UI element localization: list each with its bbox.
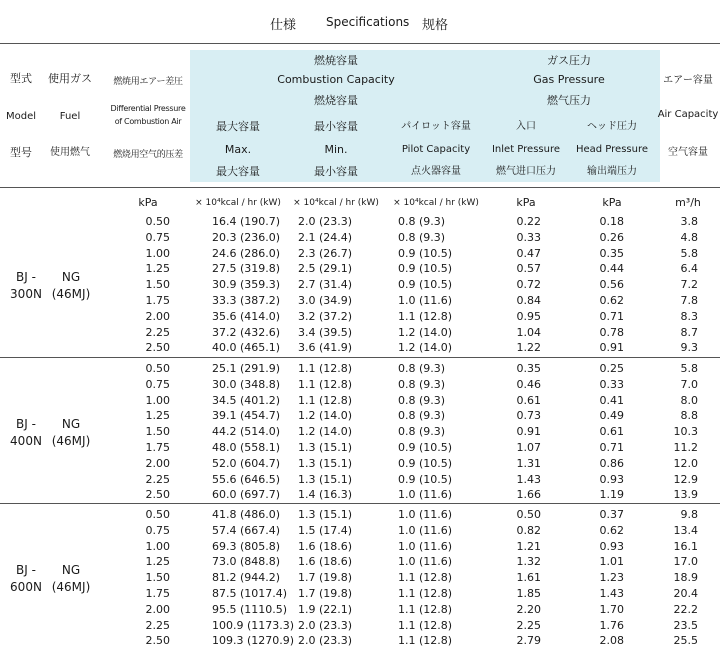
cell-min: 3.0 (34.9) [298,294,353,307]
cell-dp: 0.75 [145,377,170,391]
cell-head: 0.37 [599,508,624,521]
cell-inlet: 1.43 [516,472,541,486]
cell-dp: 0.50 [145,215,170,228]
inlet-header-jp: 入口 [516,121,536,132]
cell-head: 1.01 [599,555,624,569]
model-header-cn: 型号 [10,146,32,159]
model-label-line: 600N [10,580,42,595]
cell-pilot: 1.0 (11.6) [398,508,453,521]
fuel-label-line: NG [61,417,81,432]
fuel-label [48,269,94,303]
cell-dp: 2.50 [145,634,170,647]
cell-head: 0.78 [599,325,624,339]
cell-min: 2.7 (31.4) [298,278,353,292]
unit-head: kPa [602,196,622,209]
min-header-jp: 最小容量 [314,120,358,133]
cell-air: 8.8 [680,409,698,423]
model-header-en: Model [5,111,37,122]
cell-pilot: 1.1 (12.8) [398,587,453,600]
cell-max: 109.3 (1270.9) [212,634,295,647]
cell-inlet: 0.22 [516,215,541,228]
cell-pilot: 0.8 (9.3) [398,393,446,407]
cell-max: 40.0 (465.1) [212,341,281,355]
cell-min: 1.7 (19.8) [298,587,353,600]
fuel-header-cn: 使用燃气 [50,147,90,158]
model-label [8,562,44,596]
cell-pilot: 0.9 (10.5) [398,262,453,276]
diff-header-cn: 燃烧用空气的压差 [113,150,183,160]
cell-air: 20.4 [673,587,698,600]
cell-dp: 2.00 [145,309,170,323]
combustion-header-en: Combustion Capacity [277,73,395,86]
cell-max: 55.6 (646.5) [212,472,281,486]
cell-head: 0.25 [599,362,624,375]
pilot-header-en: Pilot Capacity [401,144,471,155]
cell-min: 2.5 (29.1) [298,262,353,276]
gas-header-cn: 燃气压力 [547,94,591,107]
model-label-line: 400N [10,434,42,449]
cell-inlet: 1.22 [516,341,541,355]
unit-cap-pilot: × 10⁴kcal / hr (kW) [393,198,479,208]
cell-head: 1.76 [599,618,624,632]
cell-air: 10.3 [673,425,698,439]
cell-inlet: 0.61 [516,393,541,407]
cell-inlet: 0.57 [516,262,541,276]
cell-pilot: 1.1 (12.8) [398,309,453,323]
unit-cap-min: × 10⁴kcal / hr (kW) [293,198,379,208]
cell-inlet: 0.72 [516,278,541,292]
model-header-jp: 型式 [10,72,32,85]
cell-max: 39.1 (454.7) [212,409,281,423]
cell-dp: 0.75 [145,523,170,537]
cell-air: 7.2 [680,278,698,292]
fuel-label-line: NG [61,563,81,578]
cell-head: 0.44 [599,262,624,276]
head-header-cn: 输出端压力 [587,166,637,177]
diff-header-en1: Differential Pressure [110,104,186,113]
cell-dp: 1.00 [145,246,170,260]
cell-air: 12.0 [673,456,698,470]
inlet-header-en: Inlet Pressure [491,144,561,155]
header-band [190,50,660,182]
cell-max: 81.2 (944.2) [212,571,281,585]
gas-header-jp: ガス圧力 [547,54,591,67]
cell-max: 73.0 (848.8) [212,555,281,569]
cell-air: 5.8 [680,362,698,375]
min-header-cn: 最小容量 [314,165,358,178]
cell-air: 8.3 [680,309,698,323]
cell-air: 22.2 [673,602,698,616]
cell-max: 24.6 (286.0) [212,246,281,260]
cell-dp: 1.50 [145,425,170,439]
cell-min: 2.3 (26.7) [298,246,353,260]
pilot-header-cn: 点火器容量 [411,166,461,177]
cell-max: 41.8 (486.0) [212,508,281,521]
cell-pilot: 1.1 (12.8) [398,634,453,647]
cell-min: 1.7 (19.8) [298,571,353,585]
cell-air: 16.1 [673,539,698,553]
cell-inlet: 1.07 [516,441,541,454]
cell-pilot: 1.0 (11.6) [398,539,453,553]
cell-air: 6.4 [680,262,698,276]
cell-air: 18.9 [673,571,698,585]
cell-min: 1.2 (14.0) [298,425,353,439]
group-rule-2 [0,503,720,504]
cell-air: 9.8 [680,508,698,521]
unit-air: m³/h [675,196,701,209]
cell-max: 30.9 (359.3) [212,278,281,292]
model-label-line: BJ - [16,417,36,432]
cell-air: 4.8 [680,230,698,244]
cell-min: 1.2 (14.0) [298,409,353,423]
fuel-label-line: NG [61,270,81,285]
air-header-cn: 空气容量 [668,147,708,158]
cell-head: 0.93 [599,472,624,486]
cell-min: 1.1 (12.8) [298,362,353,375]
cell-min: 1.1 (12.8) [298,393,353,407]
cell-max: 33.3 (387.2) [212,294,281,307]
cell-air: 7.8 [680,294,698,307]
cell-pilot: 0.8 (9.3) [398,230,446,244]
fuel-header-jp: 使用ガス [48,72,92,85]
cell-head: 0.35 [599,246,624,260]
cell-air: 25.5 [673,634,698,647]
cell-dp: 1.25 [145,262,170,276]
cell-head: 0.61 [599,425,624,439]
cell-air: 23.5 [673,618,698,632]
cell-head: 0.56 [599,278,624,292]
max-header-en: Max. [224,143,252,156]
cell-inlet: 2.79 [516,634,541,647]
cell-inlet: 0.84 [516,294,541,307]
combustion-header-jp: 燃焼容量 [314,54,358,67]
cell-dp: 1.00 [145,393,170,407]
cell-dp: 0.75 [145,230,170,244]
cell-pilot: 1.1 (12.8) [398,571,453,585]
cell-min: 3.4 (39.5) [298,325,353,339]
inlet-header-cn: 燃气进口压力 [496,166,556,177]
cell-min: 3.2 (37.2) [298,309,353,323]
cell-air: 17.0 [673,555,698,569]
cell-dp: 1.00 [145,539,170,553]
cell-inlet: 2.20 [516,602,541,616]
cell-head: 0.41 [599,393,624,407]
fuel-header-en: Fuel [59,111,81,122]
diff-header-en2: of Combustion Air [114,117,182,126]
unit-dp: kPa [138,196,158,209]
cell-head: 1.70 [599,602,624,616]
title-jp: 仕様 [270,18,297,33]
model-label-line: BJ - [16,270,36,285]
cell-dp: 0.50 [145,508,170,521]
cell-max: 20.3 (236.0) [212,230,281,244]
cell-min: 1.4 (16.3) [298,488,353,502]
cell-inlet: 0.46 [516,377,541,391]
cell-air: 13.4 [673,523,698,537]
cell-inlet: 1.04 [516,325,541,339]
cell-pilot: 0.8 (9.3) [398,215,446,228]
cell-max: 100.9 (1173.3) [212,618,295,632]
cell-dp: 2.50 [145,341,170,355]
cell-min: 1.3 (15.1) [298,472,353,486]
cell-min: 1.3 (15.1) [298,508,353,521]
cell-max: 69.3 (805.8) [212,539,281,553]
unit-cap-max: × 10⁴kcal / hr (kW) [195,198,281,208]
model-label [8,416,44,450]
cell-dp: 2.00 [145,456,170,470]
model-label-line: BJ - [16,563,36,578]
cell-air: 8.7 [680,325,698,339]
cell-inlet: 0.95 [516,309,541,323]
cell-head: 0.49 [599,409,624,423]
fuel-label-line: (46MJ) [51,434,91,449]
cell-inlet: 0.35 [516,362,541,375]
cell-min: 1.9 (22.1) [298,602,353,616]
cell-inlet: 0.73 [516,409,541,423]
cell-inlet: 0.82 [516,523,541,537]
cell-pilot: 1.1 (12.8) [398,618,453,632]
max-header-jp: 最大容量 [216,120,260,133]
cell-air: 13.9 [673,488,698,502]
air-header-jp: エアー容量 [663,75,713,86]
max-header-cn: 最大容量 [216,165,260,178]
cell-max: 34.5 (401.2) [212,393,281,407]
cell-inlet: 1.21 [516,539,541,553]
cell-pilot: 1.0 (11.6) [398,488,453,502]
cell-head: 2.08 [599,634,624,647]
cell-max: 44.2 (514.0) [212,425,281,439]
cell-pilot: 1.0 (11.6) [398,555,453,569]
cell-head: 0.71 [599,309,624,323]
title-en: Specifications [326,15,410,29]
cell-dp: 1.50 [145,571,170,585]
cell-air: 11.2 [673,441,698,454]
model-label-line: 300N [10,287,42,302]
cell-pilot: 0.8 (9.3) [398,377,446,391]
cell-min: 2.0 (23.3) [298,215,353,228]
cell-inlet: 0.91 [516,425,541,439]
cell-head: 0.62 [599,523,624,537]
air-header-en: Air Capacity [657,109,719,120]
cell-pilot: 0.9 (10.5) [398,246,453,260]
fuel-label-line: (46MJ) [51,287,91,302]
cell-inlet: 1.32 [516,555,541,569]
cell-head: 1.19 [599,488,624,502]
cell-min: 1.1 (12.8) [298,377,353,391]
cell-max: 57.4 (667.4) [212,523,281,537]
cell-air: 5.8 [680,246,698,260]
cell-min: 1.3 (15.1) [298,441,353,454]
cell-dp: 1.25 [145,555,170,569]
group-rule-1 [0,357,720,358]
cell-head: 1.43 [599,587,624,600]
head-header-en: Head Pressure [575,144,649,155]
unit-inlet: kPa [516,196,536,209]
title-cn: 规格 [422,18,449,33]
diff-header-jp: 燃焼用エアー差圧 [113,77,183,87]
fuel-label [48,562,94,596]
cell-head: 0.71 [599,441,624,454]
cell-pilot: 0.8 (9.3) [398,362,446,375]
cell-min: 2.0 (23.3) [298,618,353,632]
cell-max: 30.0 (348.8) [212,377,281,391]
cell-min: 3.6 (41.9) [298,341,353,355]
cell-inlet: 1.85 [516,587,541,600]
cell-inlet: 1.61 [516,571,541,585]
cell-max: 48.0 (558.1) [212,441,281,454]
cell-dp: 2.25 [145,325,170,339]
cell-pilot: 0.8 (9.3) [398,425,446,439]
cell-dp: 2.50 [145,488,170,502]
cell-air: 12.9 [673,472,698,486]
cell-head: 0.18 [599,215,624,228]
cell-head: 0.33 [599,377,624,391]
cell-pilot: 1.1 (12.8) [398,602,453,616]
cell-dp: 1.75 [145,294,170,307]
head-header-jp: ヘッド圧力 [587,121,637,132]
cell-max: 35.6 (414.0) [212,309,281,323]
cell-dp: 2.25 [145,618,170,632]
fuel-label [48,416,94,450]
cell-max: 37.2 (432.6) [212,325,281,339]
cell-dp: 1.75 [145,441,170,454]
cell-head: 0.93 [599,539,624,553]
cell-min: 2.0 (23.3) [298,634,353,647]
pilot-header-jp: パイロット容量 [401,121,471,132]
cell-inlet: 1.66 [516,488,541,502]
cell-min: 1.5 (17.4) [298,523,353,537]
cell-pilot: 1.0 (11.6) [398,294,453,307]
gas-header-en: Gas Pressure [533,73,605,86]
cell-min: 2.1 (24.4) [298,230,353,244]
cell-air: 7.0 [680,377,698,391]
cell-dp: 2.25 [145,472,170,486]
cell-pilot: 1.0 (11.6) [398,523,453,537]
cell-pilot: 0.9 (10.5) [398,278,453,292]
cell-max: 16.4 (190.7) [212,215,281,228]
cell-air: 8.0 [680,393,698,407]
combustion-header-cn: 燃烧容量 [314,94,358,107]
cell-pilot: 0.8 (9.3) [398,409,446,423]
min-header-en: Min. [324,143,348,156]
cell-inlet: 0.47 [516,246,541,260]
cell-max: 25.1 (291.9) [212,362,281,375]
cell-pilot: 0.9 (10.5) [398,456,453,470]
cell-pilot: 1.2 (14.0) [398,325,453,339]
fuel-label-line: (46MJ) [51,580,91,595]
cell-air: 9.3 [680,341,698,355]
model-label [8,269,44,303]
cell-dp: 1.75 [145,587,170,600]
cell-min: 1.6 (18.6) [298,539,353,553]
cell-max: 60.0 (697.7) [212,488,281,502]
cell-inlet: 2.25 [516,618,541,632]
cell-pilot: 1.2 (14.0) [398,341,453,355]
cell-inlet: 0.50 [516,508,541,521]
cell-head: 0.91 [599,341,624,355]
cell-dp: 0.50 [145,362,170,375]
cell-dp: 1.50 [145,278,170,292]
header-bottom-rule [0,187,720,188]
cell-inlet: 1.31 [516,456,541,470]
cell-dp: 1.25 [145,409,170,423]
cell-inlet: 0.33 [516,230,541,244]
cell-min: 1.6 (18.6) [298,555,353,569]
cell-max: 95.5 (1110.5) [212,602,288,616]
cell-pilot: 0.9 (10.5) [398,472,453,486]
cell-pilot: 0.9 (10.5) [398,441,453,454]
cell-max: 27.5 (319.8) [212,262,281,276]
cell-max: 87.5 (1017.4) [212,587,288,600]
cell-head: 0.26 [599,230,624,244]
cell-air: 3.8 [680,215,698,228]
cell-dp: 2.00 [145,602,170,616]
cell-head: 0.62 [599,294,624,307]
cell-head: 1.23 [599,571,624,585]
cell-head: 0.86 [599,456,624,470]
cell-min: 1.3 (15.1) [298,456,353,470]
header-top-rule [0,43,720,44]
cell-max: 52.0 (604.7) [212,456,281,470]
